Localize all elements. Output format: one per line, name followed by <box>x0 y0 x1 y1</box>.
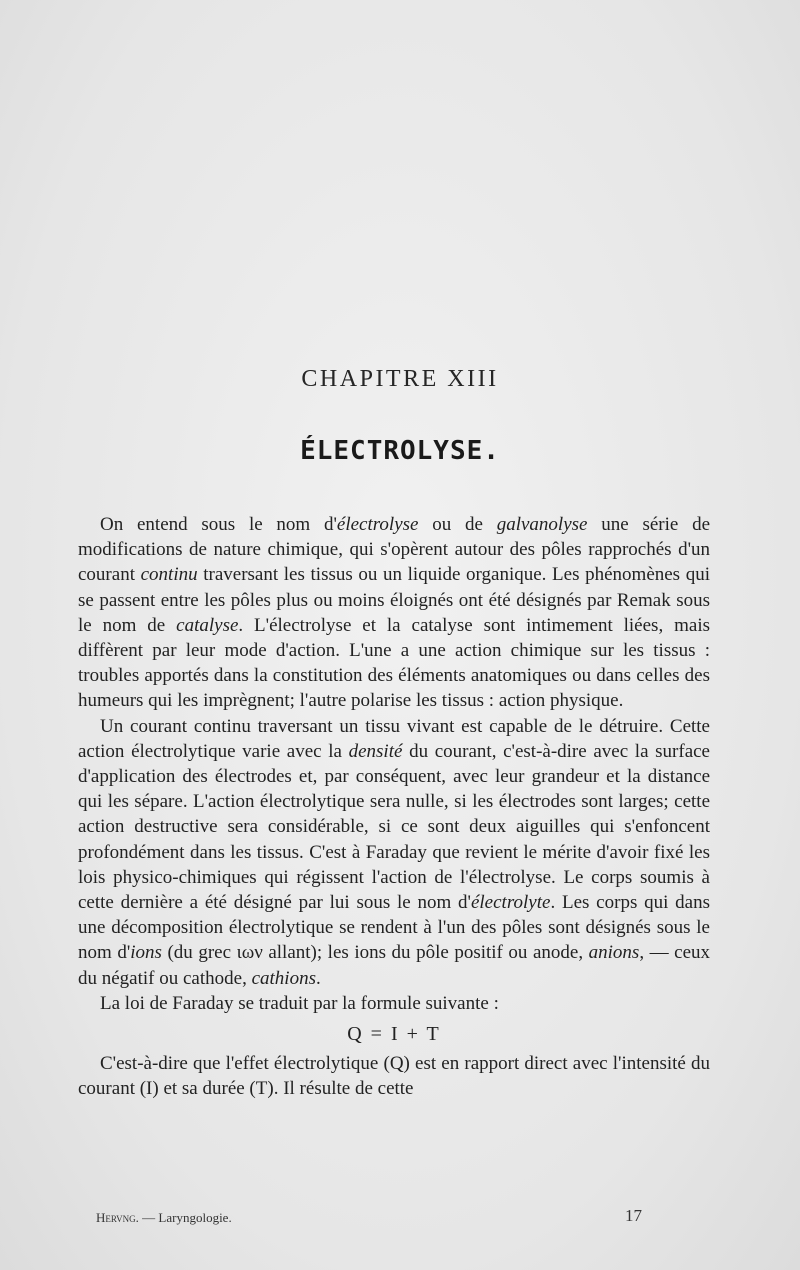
faraday-formula: Q = I + T <box>347 1023 441 1046</box>
paragraph-2: Un courant continu traversant un tissu vivant est capable de le détruire. Cette action électrolytique varie avec la densité du courant, c'est-à-dire avec la surface d'application des électrodes et, par conséquent, avec leur grandeur et la distance qui les sépare. L'action électrolytique sera nulle, si les électrodes sont larges; cette action destructive sera considérable, si ce sont deux aiguilles qui s'enfoncent profondément dans les tissus. C'est à Faraday que revient le mérite d'avoir fixé les lois physico-chimiques qui régissent l'action de l'électrolyse. Le corps soumis à cette dernière a été désigné par lui sous le nom d'électrolyte. Les corps qui dans une décomposition électrolytique se rendent à l'un des pôles sont désignés sous le nom d'ions (du grec ιων allant); les ions du pôle positif ou anode, anions, — ceux du négatif ou cathode, cathions. <box>78 715 711 989</box>
paragraph-1: On entend sous le nom d'électrolyse ou de galvanolyse une série de modifications de nature chimique, qui s'opèrent autour des pôles rapprochés d'un courant continu traversant les tissus ou un liquide organique. Les phénomènes qui se passent entre les pôles plus ou moins éloignés ont été désignés par Remak sous le nom de catalyse. L'électrolyse et la catalyse sont intimement liées, mais diffèrent par leur mode d'action. L'une a une action chimique sur les tissus : troubles apportés dans la constitution des éléments anatomiques ou dans celles des humeurs qui les imprègnent; l'autre polarise les tissus : action physique. <box>78 514 711 712</box>
page-number: 17 <box>625 1206 642 1225</box>
paragraph-3: La loi de Faraday se traduit par la formule suivante : <box>100 992 499 1014</box>
chapter-title: ÉLECTROLYSE. <box>300 436 500 466</box>
footer-separator: — <box>138 1210 159 1225</box>
footer-author: Hervng. <box>96 1210 139 1225</box>
chapter-number: CHAPITRE XIII <box>301 366 499 392</box>
paragraph-4: C'est-à-dire que l'effet électrolytique (Q) est en rapport direct avec l'intensité du courant (I) et sa durée (T). Il résulte de cette <box>78 1053 710 1100</box>
running-footer <box>96 1210 232 1226</box>
body-text <box>78 512 710 1102</box>
footer-book: Laryngologie. <box>158 1210 232 1225</box>
